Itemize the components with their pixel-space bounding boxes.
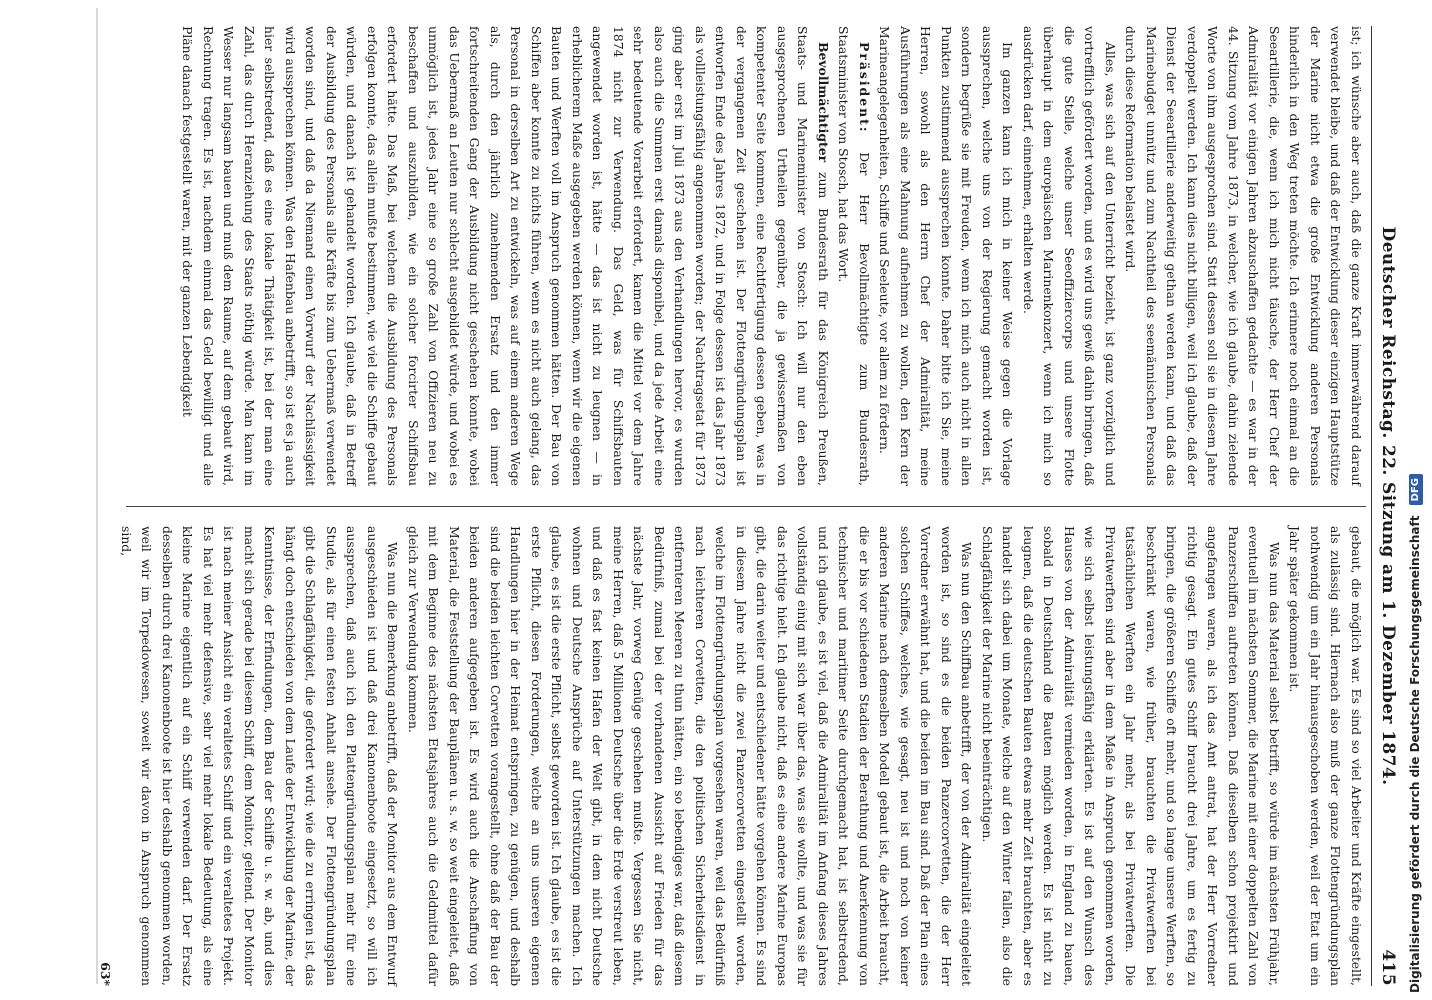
page-header: [1371, 26, 1402, 986]
paragraph: Was nun die Bemerkung anbetrifft, daß der Monitor aus dem Entwurf ausgeschieden ist und daß drei Kanonenboote eingesetzt, so will ich aussprechen, daß auch ich den Plattengründungsplan mehr für eine Studie, als für einen festen Anhalt ansehe. Der Flottengründungsplan gibt die Schlagfähigkeit, die gefordert wird; wie die zu erringen ist, das hängt doch entschieden von dem Laufe der Entwicklung der Marine, der Kenntnisse, der Erfindungen, dem Bau der Schiffe u. s. w. ab, und dies macht sich gerade bei diesem Schiff, dem Monitor, geltend. Der Monitor ist nach meiner Ansicht ein veraltetes Schiff und ein veraltetes Projekt. Es hat viel mehr defensive, sehr viel mehr lokale Bedeutung, als eine kleine Marine eigentlich auf ein Schiff verwenden darf. Der Ersatz desselben durch drei Kanonenboote ist hier deshalb genommen worden, weil wir im Torpedowesen, soweit wir davon in Anspruch genommen sind,: [119, 526, 401, 986]
president-remark: [833, 26, 874, 486]
paragraph: ist; ich wünsche aber auch, daß die ganze Kraft immerwährend darauf verwendet bleibe, und daß der Entwicklung dieser einzigen Hauptstütze der Marine nicht etwa die große Entwicklung anderen Personals hinderlich in den Weg treten möchte. Ich erinnere noch einmal an die Seeartillerie, die, wenn ich mich nicht täusche, der Herr Chef der Admiralität vor einigen Jahren abzuschaffen gedachte — es war in der 44. Sitzung vom Jahre 1873, in welcher, wie ich glaube, dahin zielende Worte von ihm ausgesprochen sind. Statt dessen soll sie in diesem Jahre verdoppelt werden. Ich kann dies nicht billigen, weil ich glaube, daß der Dienst der Seeartillerie anderweitig gethan werden kann, und daß das Marinebudget unnütz und zum Nachtheil des seemännischen Personals durch diese Reformation belastet wird.: [1123, 26, 1364, 486]
page-number: 415: [1378, 949, 1398, 986]
paragraph: Was nun den Schiffbau anbetrifft, der von der Admiralität eingeleitet worden ist, so sind es die beiden Panzercorvetten, die der Herr Vorredner erwähnt hat, und die beiden im Bau sind. Daß der Plan eines solchen Schiffes, welches, wie gesagt, neu ist und noch von keiner anderen Marine nach demselben Modell gebaut ist, die Arbeit braucht, die er bis vor schiedenen Stadien der Berathung und Anerkennung von technischer und maritimer Seite durchgemacht hat, ist selbstredend, und ich glaube, es ist viel, daß die Admiralität im Anfang dieses Jahres vollständig einig mit sich war über das, was sie wollte, und was sie für das richtige hielt. Ich glaube nicht, daß es eine andere Marine Europas gibt, die darin weiter und entschiedener hätte vorgehen können. Es sind in diesem Jahre nicht die zwei Panzercorvetten eingestellt worden, welche im Flottengründungsplan vorgesehen waren, weil das Bedürfniß nach leichteren Corvetten, die den politischen Sicherheitsdienst in entfernteren Meeren zu thun hätten, ein so lebendiges war, daß diesem Bedürfniß, zumal bei der vorhandenen Aussicht auf Frieden für das nächste Jahr, vorweg Genüge geschehen mußte. Vergessen Sie nicht, meine Herren, daß 5 Millionen Deutsche über die Erde verstreut leben, und daß es fast keinen Hafen der Welt gibt, in dem nicht Deutsche wohnen und Deutsche Ansprüche auf Unterstützungen machen. Ich glaube, es ist die erste Pflicht, selbst geworden ist. Ich glaube, es ist die erste Pflicht, diesen Forderungen, welche an uns unseren eigenen Handlungen hier in der Heimat entspringen, zu genügen, und deshalb sind die beiden leichten Corvetten vorangestellt, ohne daß der Bau der beiden anderen aufgegeben ist. Es wird auch die Anschaffung von Material, die Feststellung der Bauplänen u. s. w. so weit eingeleitet, daß mit dem Beginne des nächsten Etatsjahres auch die Geldmittel dafür gleich zur Verwendung kommen.: [406, 526, 975, 986]
president-label: Präsident:: [857, 42, 872, 134]
rotated-page-content: [98, 26, 1402, 986]
speaker-label: Bevollmächtigter: [816, 42, 831, 163]
digitization-credit: [1408, 474, 1423, 993]
speaker-text: zum Bundesrath für das Königreich Preußen, Staats- und Marineminister von Stosch: Ich will nur den eben ausgesprochenen Urtheilen gegenüber, die ja gewissermaßen von kompetenter Seite kommen, eine Rechtfertigung dessen geben, was in der vergangenen Zeit geschehen ist. Der Flottengründungsplan ist entworfen Ende des Jahres 1872, und in Folge dessen ist das Jahr 1873 als vollleistungsfähig angenommen worden; der Nachtragsetat für 1873 ging aber erst im Juli 1873 aus den Verhandlungen hervor, es wurden also auch die Summen erst damals disponibel, und da jede Arbeit eine sehr bedeutende Vorarbeit erfordert, kamen die Mittel vor dem Jahre 1874 nicht zur Verwendung. Das Geld, was für Schiffsbauten angewendet worden ist, hätte — das ist nicht zu leugnen — in erheblicherem Maße ausgegeben werden können, wenn wir die eigenen Bauten und Werften voll im Anspruch genommen hätten. Der Bau von Schiffen aber konnte zu nichts führen, wenn es nicht auch gelang, das Personal in derselben Art zu entwickeln, was auf einem anderen Wege als, durch den jährlich zunehmenden Ersatz und den immer fortschreitenden Gang der Ausbildung nicht geschehen konnte, wobei das Uebermaß an Leuten nur schlecht ausgebildet würde, und wobei es unmöglich ist, jedes Jahr eine so große Zahl von Offizieren neu zu beschaffen und auszubilden, wie ein solcher forcirter Schiffsbau erfordert hätte. Das Maß, bei welchem die Ausbildung des Personals erfolgen konnte, das allein mußte bestimmen, wie viel die Schiffe gebaut würden, und danach ist gehandelt worden. Ich glaube, daß in Betreff der Ausbildung des Personals alle Kräfte bis zum Uebermaß verwendet worden sind, und daß da Niemand einen Vorwurf der Nachlässigkeit wird aussprechen können. Was den Hafenbau anbetrifft, so ist es ja auch hier selbstredend, daß es eine lokale Thätigkeit ist, bei der man eine Zahl, das durch Heranziehung des Staats nöthig würde. Man kann im Wesser nur langsam bauen und muß dem Raume, auf dem gebaut wird, Rechnung tragen. Es ist, nachdem einmal das Geld bewilligt und alle Pläne danach festgestellt waren, mit der ganzen Lebendigkeit: [180, 26, 831, 486]
signature-mark: 63*: [98, 962, 114, 986]
president-text: Der Herr Bevollmächtigte zum Bundesrath, Staatsminister von Stosch, hat das Wort.: [836, 26, 872, 486]
paragraph: Alles, was sich auf den Unterricht bezieht, ist ganz vorzüglich und vortrefflich gefördert worden, und es wird uns gewiß dahin bringen, daß die gute Stelle, welche unser Seeoffiziercorps und unsere Flotte überhaupt in dem europäischen Marinenkonzert, wenn ich mich so ausdrücken darf, einnehmen, erhalten werde.: [1021, 26, 1118, 486]
left-column: [177, 26, 1366, 486]
running-title: Deutscher Reichstag. 22. Sitzung am 1. Dezember 1874.: [1378, 226, 1398, 786]
dfg-logo: DFG: [1409, 474, 1423, 505]
column-divider: [126, 506, 1366, 507]
paragraph: gebaut, die möglich war. Es sind so viel Arbeiter und Kräfte eingestellt, als zulässig sind. Hiernach also muß der ganze Flottengründungsplan nothwendig um ein Jahr hinausgeschoben werden, weil der Etat um ein Jahr später gekommen ist.: [1287, 526, 1364, 986]
paragraph: Was nun das Material selbst betrifft, so würde im nächsten Frühjahr, eventuell im nächsten Sommer, die Marine mit einer doppelten Zahl von Panzerschiffen auftreten können. Daß dieselben schon projektirt und angefangen waren, als ich das Amt antrat, hat der Herr Vorredner richtig gesagt. Ein gutes Schiff braucht drei Jahre, um es fertig zu bringen, die größeren Schiffe oft mehr, und so lange unsere Werften, so beschränkt waren, wie früher, brauchten die Privatwerften bei tatsächlichen Werften ein Jahr mehr, als bei Privatwerften. Die Privatwerften sind aber in dem Maße in Anspruch genommen worden, wie sich selbst leistungsfähig erklärten. Es ist auf den Wunsch des Hauses von der Admiralität vermieden worden, in England zu bauen, sobald in Deutschland die Bauten möglich werden. Es ist nicht zu leugnen, daß die deutschen Bauten etwas mehr Zeit brauchten, aber es handelt sich dabei um Monate, welche auf den Winter fallen, also die Schlagfähigkeit der Marine nicht beeinträchtigen.: [980, 526, 1282, 986]
speaker-remark: [177, 26, 833, 486]
right-column: [95, 526, 1366, 986]
credit-text: Digitalisierung gefördert durch die Deutsche Forschungsgemeinschaft: [1408, 515, 1422, 993]
paragraph: Im ganzen kann ich mich in keiner Weise gegen die Vorlage aussprechen, welche uns von der Regierung gemacht worden ist, sondern begrüße sie mit Freuden, wenn ich mich auch nicht in allen Punkten zustimmend aussprechen konnte. Daher bitte ich Sie, meine Herren, sowohl als den Herrn Chef der Admiralität, meine Ausführungen als eine Mahnung aufnehmen zu wollen, den Kern der Marineangelegenheiten, Schiffe und Seeleute, vor allem zu fördern.: [877, 26, 1016, 486]
